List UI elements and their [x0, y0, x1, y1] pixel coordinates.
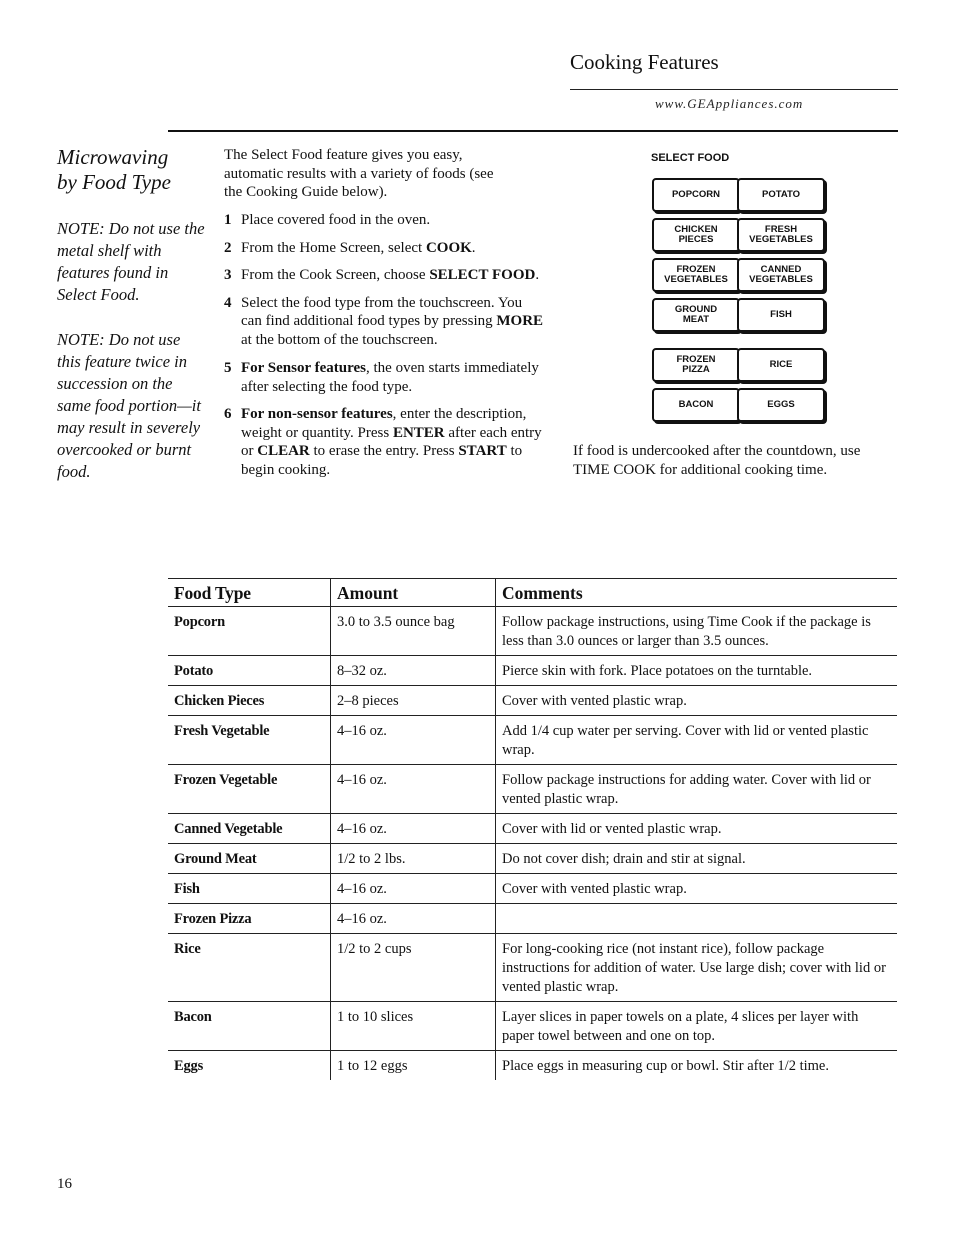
page-title — [57, 145, 207, 195]
website-url: www.GEAppliances.com — [655, 96, 804, 111]
shelf-note: NOTE: Do not use the metal shelf with features found in Select Food. — [57, 219, 205, 304]
comments-cell: Do not cover dish; drain and stir at signal. — [496, 844, 898, 874]
step-text-fragment: Place covered food in the oven. — [241, 212, 431, 228]
amount-cell: 4–16 oz. — [331, 716, 496, 765]
step-keyword: COOK — [425, 239, 472, 256]
step-text-fragment: From the Cook Screen, choose — [241, 267, 430, 283]
step-keyword: CLEAR — [257, 443, 310, 459]
step-number: 6 — [224, 406, 232, 422]
cooking-guide-table — [168, 578, 897, 1080]
amount-cell: 1/2 to 2 lbs. — [331, 844, 496, 874]
step-item — [224, 266, 544, 285]
comments-cell: Place eggs in measuring cup or bowl. Stir after 1/2 time. — [502, 1058, 829, 1074]
intro-paragraph: The Select Food feature gives you easy, automatic results with a variety of foods (see the Cooking Guide below). — [224, 147, 494, 200]
food-type-cell: Rice — [168, 934, 331, 1002]
food-type-cell: Bacon — [168, 1002, 331, 1051]
select-food-label: SELECT FOOD — [651, 152, 730, 164]
food-type-cell: Popcorn — [168, 607, 331, 656]
step-text-fragment: to begin cooking. — [241, 443, 523, 478]
step-item — [224, 211, 544, 230]
food-type-cell: Fresh Vegetable — [168, 716, 331, 765]
instruction-steps — [224, 211, 544, 488]
step-item — [224, 359, 544, 396]
food-button-rice[interactable]: RICE — [737, 348, 825, 382]
step-number: 3 — [224, 267, 232, 283]
step-text — [241, 266, 544, 285]
food-button-fresh-vegetables[interactable]: FRESH VEGETABLES — [737, 218, 825, 252]
food-button-eggs[interactable]: EGGS — [737, 388, 825, 422]
food-type-cell: Eggs — [168, 1051, 331, 1081]
table-row — [168, 1002, 897, 1051]
food-type-cell: Chicken Pieces — [168, 686, 331, 716]
amount-cell: 4–16 oz. — [331, 904, 496, 934]
comments-cell: Layer slices in paper towels on a plate, 4 slices per layer with paper towel between and one on top. — [496, 1002, 898, 1051]
step-text-fragment: From the Home Screen, select — [241, 239, 426, 256]
column-header-food-type: Food Type — [168, 579, 331, 607]
step-text — [241, 359, 544, 396]
step-text-fragment: , the oven starts immediately after selecting the food type. — [241, 360, 539, 395]
comments-cell: For long-cooking rice (not instant rice), follow package instructions for addition of water. Use large dish; cover with lid or vented plastic wrap. — [496, 934, 898, 1002]
step-keyword: For non-sensor features — [241, 406, 393, 422]
step-text-fragment: after each entry or — [241, 424, 542, 459]
food-button-chicken-pieces[interactable]: CHICKEN PIECES — [652, 218, 740, 252]
food-button-frozen-pizza[interactable]: FROZEN PIZZA — [652, 348, 740, 382]
table-header-row — [168, 579, 897, 607]
amount-cell: 1 to 10 slices — [331, 1002, 496, 1051]
table-row — [168, 656, 897, 686]
step-text-fragment: to erase the entry. Press — [309, 443, 459, 459]
comments-cell: Pierce skin with fork. Place potatoes on the turntable. — [496, 656, 898, 686]
section-title: Cooking Features — [570, 50, 719, 74]
table-row — [168, 844, 897, 874]
table-row — [168, 814, 897, 844]
step-keyword: For Sensor features — [241, 360, 366, 376]
food-type-cell: Frozen Vegetable — [168, 765, 331, 814]
comments-cell: Add 1/4 cup water per serving. Cover with lid or vented plastic wrap. — [496, 716, 898, 765]
step-keyword: MORE — [496, 313, 544, 329]
table-row — [168, 716, 897, 765]
food-type-cell: Canned Vegetable — [168, 814, 331, 844]
step-number: 1 — [224, 212, 232, 228]
food-button-ground-meat[interactable]: GROUND MEAT — [652, 298, 740, 332]
food-type-cell: Ground Meat — [168, 844, 331, 874]
step-number: 4 — [224, 294, 232, 311]
column-header-comments: Comments — [496, 579, 898, 607]
step-item — [224, 294, 544, 350]
comments-cell: Follow package instructions, using Time Cook if the package is less than 3.0 ounces or larger than 3.5 ounces. — [496, 607, 898, 656]
step-text-fragment: at the bottom of the touchscreen. — [241, 331, 438, 348]
comments-cell: Cover with vented plastic wrap. — [496, 686, 898, 716]
step-keyword: START — [458, 443, 507, 459]
page-title-line2: by Food Type — [57, 170, 171, 194]
table-row — [168, 765, 897, 814]
food-button-fish[interactable]: FISH — [737, 298, 825, 332]
step-text-fragment: , enter the description, weight or quantity. Press — [241, 406, 527, 441]
comments-cell: Cover with vented plastic wrap. — [496, 874, 898, 904]
food-type-cell: Fish — [168, 874, 331, 904]
comments-cell: Follow package instructions for adding water. Cover with lid or vented plastic wrap. — [496, 765, 898, 814]
column-header-amount: Amount — [331, 579, 496, 607]
step-item — [224, 239, 544, 258]
table-row — [168, 607, 897, 656]
table-row — [168, 904, 897, 934]
step-item — [224, 405, 544, 479]
amount-cell: 2–8 pieces — [331, 686, 496, 716]
step-number: 5 — [224, 360, 232, 376]
comments-cell — [496, 904, 898, 934]
step-text — [241, 211, 544, 230]
food-button-potato[interactable]: POTATO — [737, 178, 825, 212]
step-text-fragment: . — [471, 239, 476, 256]
food-button-frozen-vegetables[interactable]: FROZEN VEGETABLES — [652, 258, 740, 292]
header-divider — [570, 89, 898, 90]
step-keyword: SELECT FOOD — [429, 267, 536, 283]
page-title-line1: Microwaving — [57, 145, 169, 169]
step-number: 2 — [224, 239, 232, 256]
amount-cell: 3.0 to 3.5 ounce bag — [331, 607, 496, 656]
amount-cell: 4–16 oz. — [331, 874, 496, 904]
table-row — [168, 1051, 897, 1081]
amount-cell: 4–16 oz. — [331, 765, 496, 814]
amount-cell: 1 to 12 eggs — [331, 1051, 496, 1081]
step-keyword: ENTER — [392, 424, 445, 441]
undercooked-note: If food is undercooked after the countdown, use TIME COOK for additional cooking time. — [573, 443, 861, 478]
step-text — [241, 239, 544, 258]
content-divider — [168, 130, 898, 132]
food-type-cell: Frozen Pizza — [168, 904, 331, 934]
food-button-bacon[interactable]: BACON — [652, 388, 740, 422]
overcook-warning-note: NOTE: Do not use this feature twice in succession on the same food portion—it may result in severely overcooked or burnt food. — [57, 330, 201, 481]
step-text — [241, 294, 544, 350]
amount-cell: 1/2 to 2 cups — [331, 934, 496, 1002]
amount-cell: 8–32 oz. — [331, 656, 496, 686]
amount-cell: 4–16 oz. — [331, 814, 496, 844]
step-text-fragment: Select the food type from the touchscreen. You can find additional food types by pressing — [241, 294, 523, 329]
table-row — [168, 686, 897, 716]
page-number: 16 — [57, 1176, 72, 1192]
step-text — [241, 405, 544, 479]
comments-cell: Cover with lid or vented plastic wrap. — [496, 814, 898, 844]
table-row — [168, 934, 897, 1002]
table-row — [168, 874, 897, 904]
food-button-canned-vegetables[interactable]: CANNED VEGETABLES — [737, 258, 825, 292]
step-text-fragment: . — [535, 267, 540, 283]
food-type-cell: Potato — [168, 656, 331, 686]
food-button-popcorn[interactable]: POPCORN — [652, 178, 740, 212]
